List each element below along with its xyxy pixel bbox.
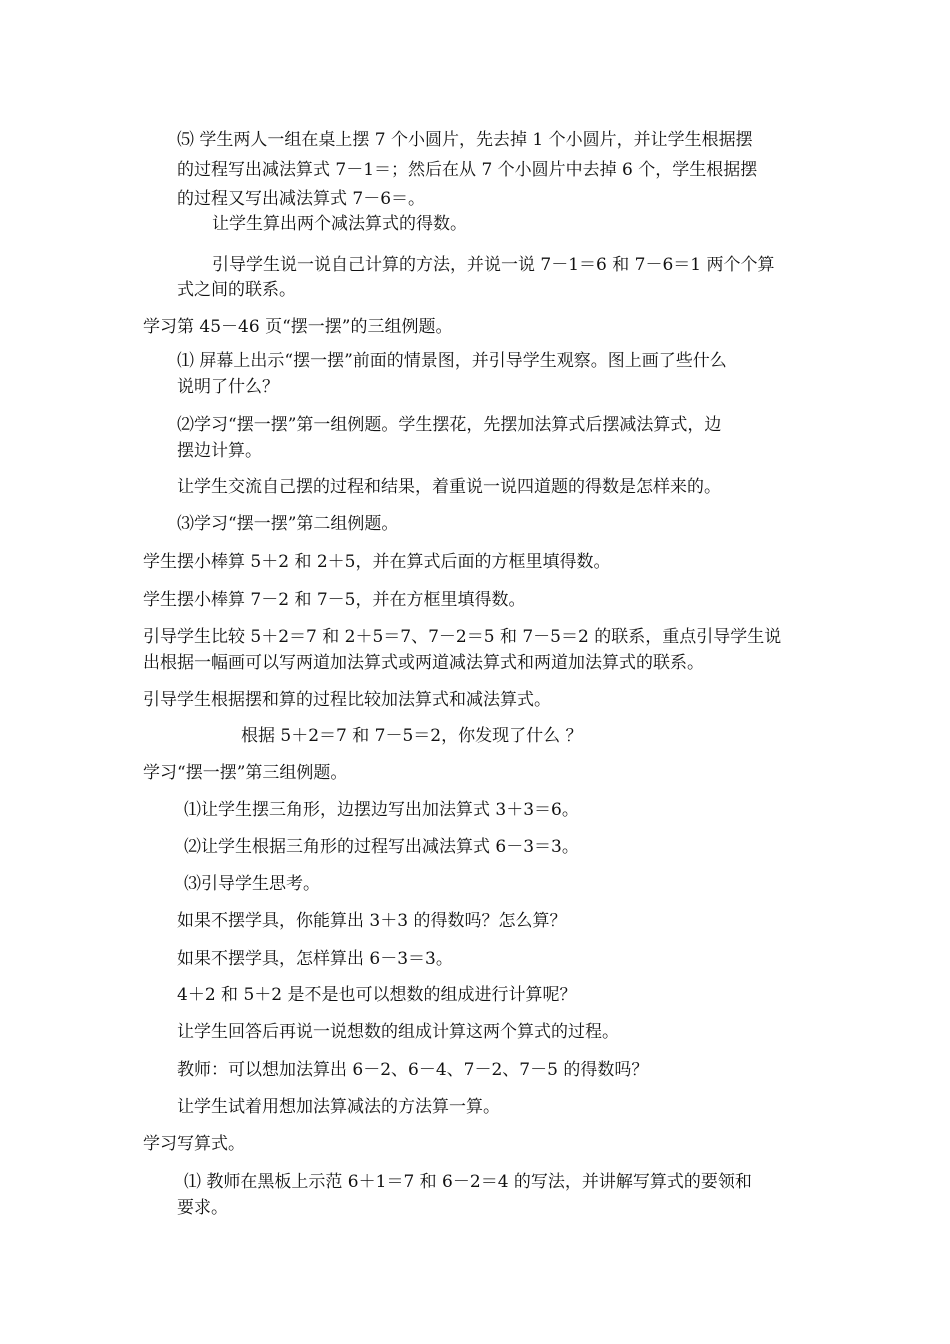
text-line: ⑵让学生根据三角形的过程写出减法算式 6－3＝3。 xyxy=(184,837,579,857)
text-line: 学习写算式。 xyxy=(143,1134,245,1154)
text-line: 摆边计算。 xyxy=(177,441,262,461)
text-line: ⑵学习“摆一摆”第一组例题。学生摆花，先摆加法算式后摆减法算式，边 xyxy=(177,415,722,435)
text-line: 要求。 xyxy=(177,1198,228,1218)
text-line: ⑶引导学生思考。 xyxy=(184,874,320,894)
text-line: ⑴ 教师在黑板上示范 6＋1＝7 和 6－2＝4 的写法，并讲解写算式的要领和 xyxy=(184,1172,752,1192)
text-line: 让学生试着用想加法算减法的方法算一算。 xyxy=(177,1097,500,1117)
text-line: ⑶学习“摆一摆”第二组例题。 xyxy=(177,514,399,534)
text-line: 教师：可以想加法算出 6－2、6－4、7－2、7－5 的得数吗？ xyxy=(177,1060,649,1080)
text-line: 学生摆小棒算 5＋2 和 2＋5，并在算式后面的方框里填得数。 xyxy=(143,552,611,572)
text-line: 让学生交流自己摆的过程和结果，着重说一说四道题的得数是怎样来的。 xyxy=(177,477,721,497)
text-line: ⑴让学生摆三角形，边摆边写出加法算式 3＋3＝6。 xyxy=(184,800,579,820)
text-line: 的过程写出减法算式 7－1＝；然后在从 7 个小圆片中去掉 6 个，学生根据摆 xyxy=(177,160,758,180)
text-line: 学习第 45－46 页“摆一摆”的三组例题。 xyxy=(143,317,453,337)
text-line: 让学生算出两个减法算式的得数。 xyxy=(212,214,467,234)
text-line: 学习“摆一摆”第三组例题。 xyxy=(143,763,348,783)
text-line: ⑸ 学生两人一组在桌上摆 7 个小圆片，先去掉 1 个小圆片，并让学生根据摆 xyxy=(177,130,753,150)
text-line: 如果不摆学具，你能算出 3＋3 的得数吗？怎么算？ xyxy=(177,911,567,931)
text-line: 引导学生比较 5＋2＝7 和 2＋5＝7、7－2＝5 和 7－5＝2 的联系，重点引导学生说 xyxy=(143,627,782,647)
text-line: 引导学生说一说自己计算的方法，并说一说 7－1＝6 和 7－6＝1 两个个算 xyxy=(212,255,775,275)
text-line: 引导学生根据摆和算的过程比较加法算式和减法算式。 xyxy=(143,690,551,710)
text-line: 的过程又写出减法算式 7－6＝。 xyxy=(177,189,426,209)
text-line: 学生摆小棒算 7－2 和 7－5，并在方框里填得数。 xyxy=(143,590,526,610)
text-line: 式之间的联系。 xyxy=(177,280,296,300)
text-line: 根据 5＋2＝7 和 7－5＝2，你发现了什么 ？ xyxy=(241,726,583,746)
text-line: 4＋2 和 5＋2 是不是也可以想数的组成进行计算呢？ xyxy=(177,985,577,1005)
text-line: 说明了什么？ xyxy=(177,377,279,397)
text-line: ⑴ 屏幕上出示“摆一摆”前面的情景图，并引导学生观察。图上画了些什么 xyxy=(177,351,727,371)
text-line: 如果不摆学具，怎样算出 6－3＝3。 xyxy=(177,949,453,969)
text-line: 出根据一幅画可以写两道加法算式或两道减法算式和两道加法算式的联系。 xyxy=(143,653,704,673)
text-line: 让学生回答后再说一说想数的组成计算这两个算式的过程。 xyxy=(177,1022,619,1042)
